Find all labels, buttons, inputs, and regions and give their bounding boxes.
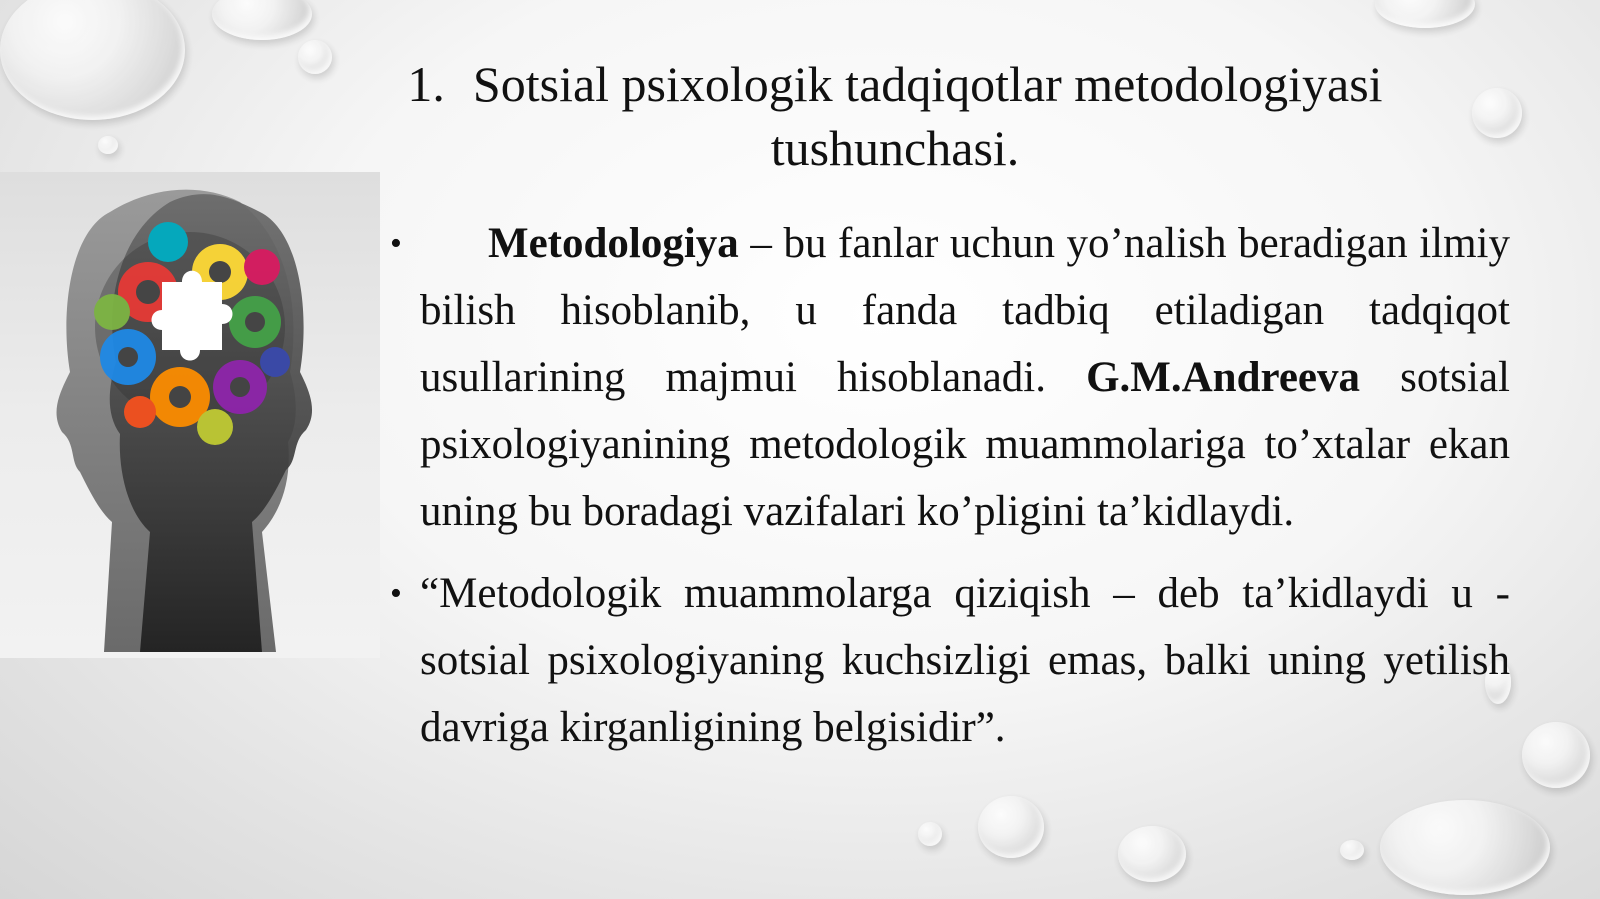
bullet-text: “Metodologik muammolarga qiziqish – deb ta’kidlaydi u - sotsial psixologiyaning kuchsizligi emas, balki uning yetilish davriga kirganligining belgisidir”. (420, 570, 1510, 751)
water-drop-decoration (1472, 88, 1522, 138)
bullet-item-quote (390, 560, 1510, 761)
term-methodology: Metodologiya (488, 220, 739, 267)
water-drop-decoration (918, 822, 942, 846)
water-drop-decoration (1118, 826, 1186, 882)
bullet-text: sotsial psixologiyanining metodologik muammolariga to’xtalar ekan uning bu boradagi vazifalari ko’pligini ta’kidlaydi. (420, 354, 1510, 535)
slide-body (390, 210, 1510, 776)
head-silhouettes-icon (0, 172, 380, 658)
water-drop-decoration (298, 40, 332, 74)
water-drop-decoration (1375, 0, 1475, 28)
bullet-marker: • (390, 225, 402, 262)
author-name: G.M.Andreeva (1086, 354, 1360, 401)
water-drop-decoration (0, 0, 185, 120)
slide-title-text: Sotsial psixologik tadqiqotlar metodologiyasi tushunchasi. (472, 56, 1383, 176)
bullet-marker: • (390, 575, 402, 612)
water-drop-decoration (98, 136, 118, 154)
bullet-item-methodology (390, 210, 1510, 545)
head-illustration-image (0, 172, 380, 658)
water-drop-decoration (1380, 800, 1550, 895)
water-drop-decoration (978, 796, 1044, 858)
slide-title-number: 1. (407, 56, 445, 112)
water-drop-decoration (1340, 840, 1364, 860)
water-drop-decoration (1522, 722, 1590, 788)
slide-title (360, 52, 1430, 180)
bullet-text: – bu fanlar uchun yo’nalish beradigan ilmiy bilish hisoblanib, u fanda tadbiq etiladigan tadqiqot usullarining majmui hisoblanadi. (420, 220, 1510, 401)
water-drop-decoration (212, 0, 312, 40)
